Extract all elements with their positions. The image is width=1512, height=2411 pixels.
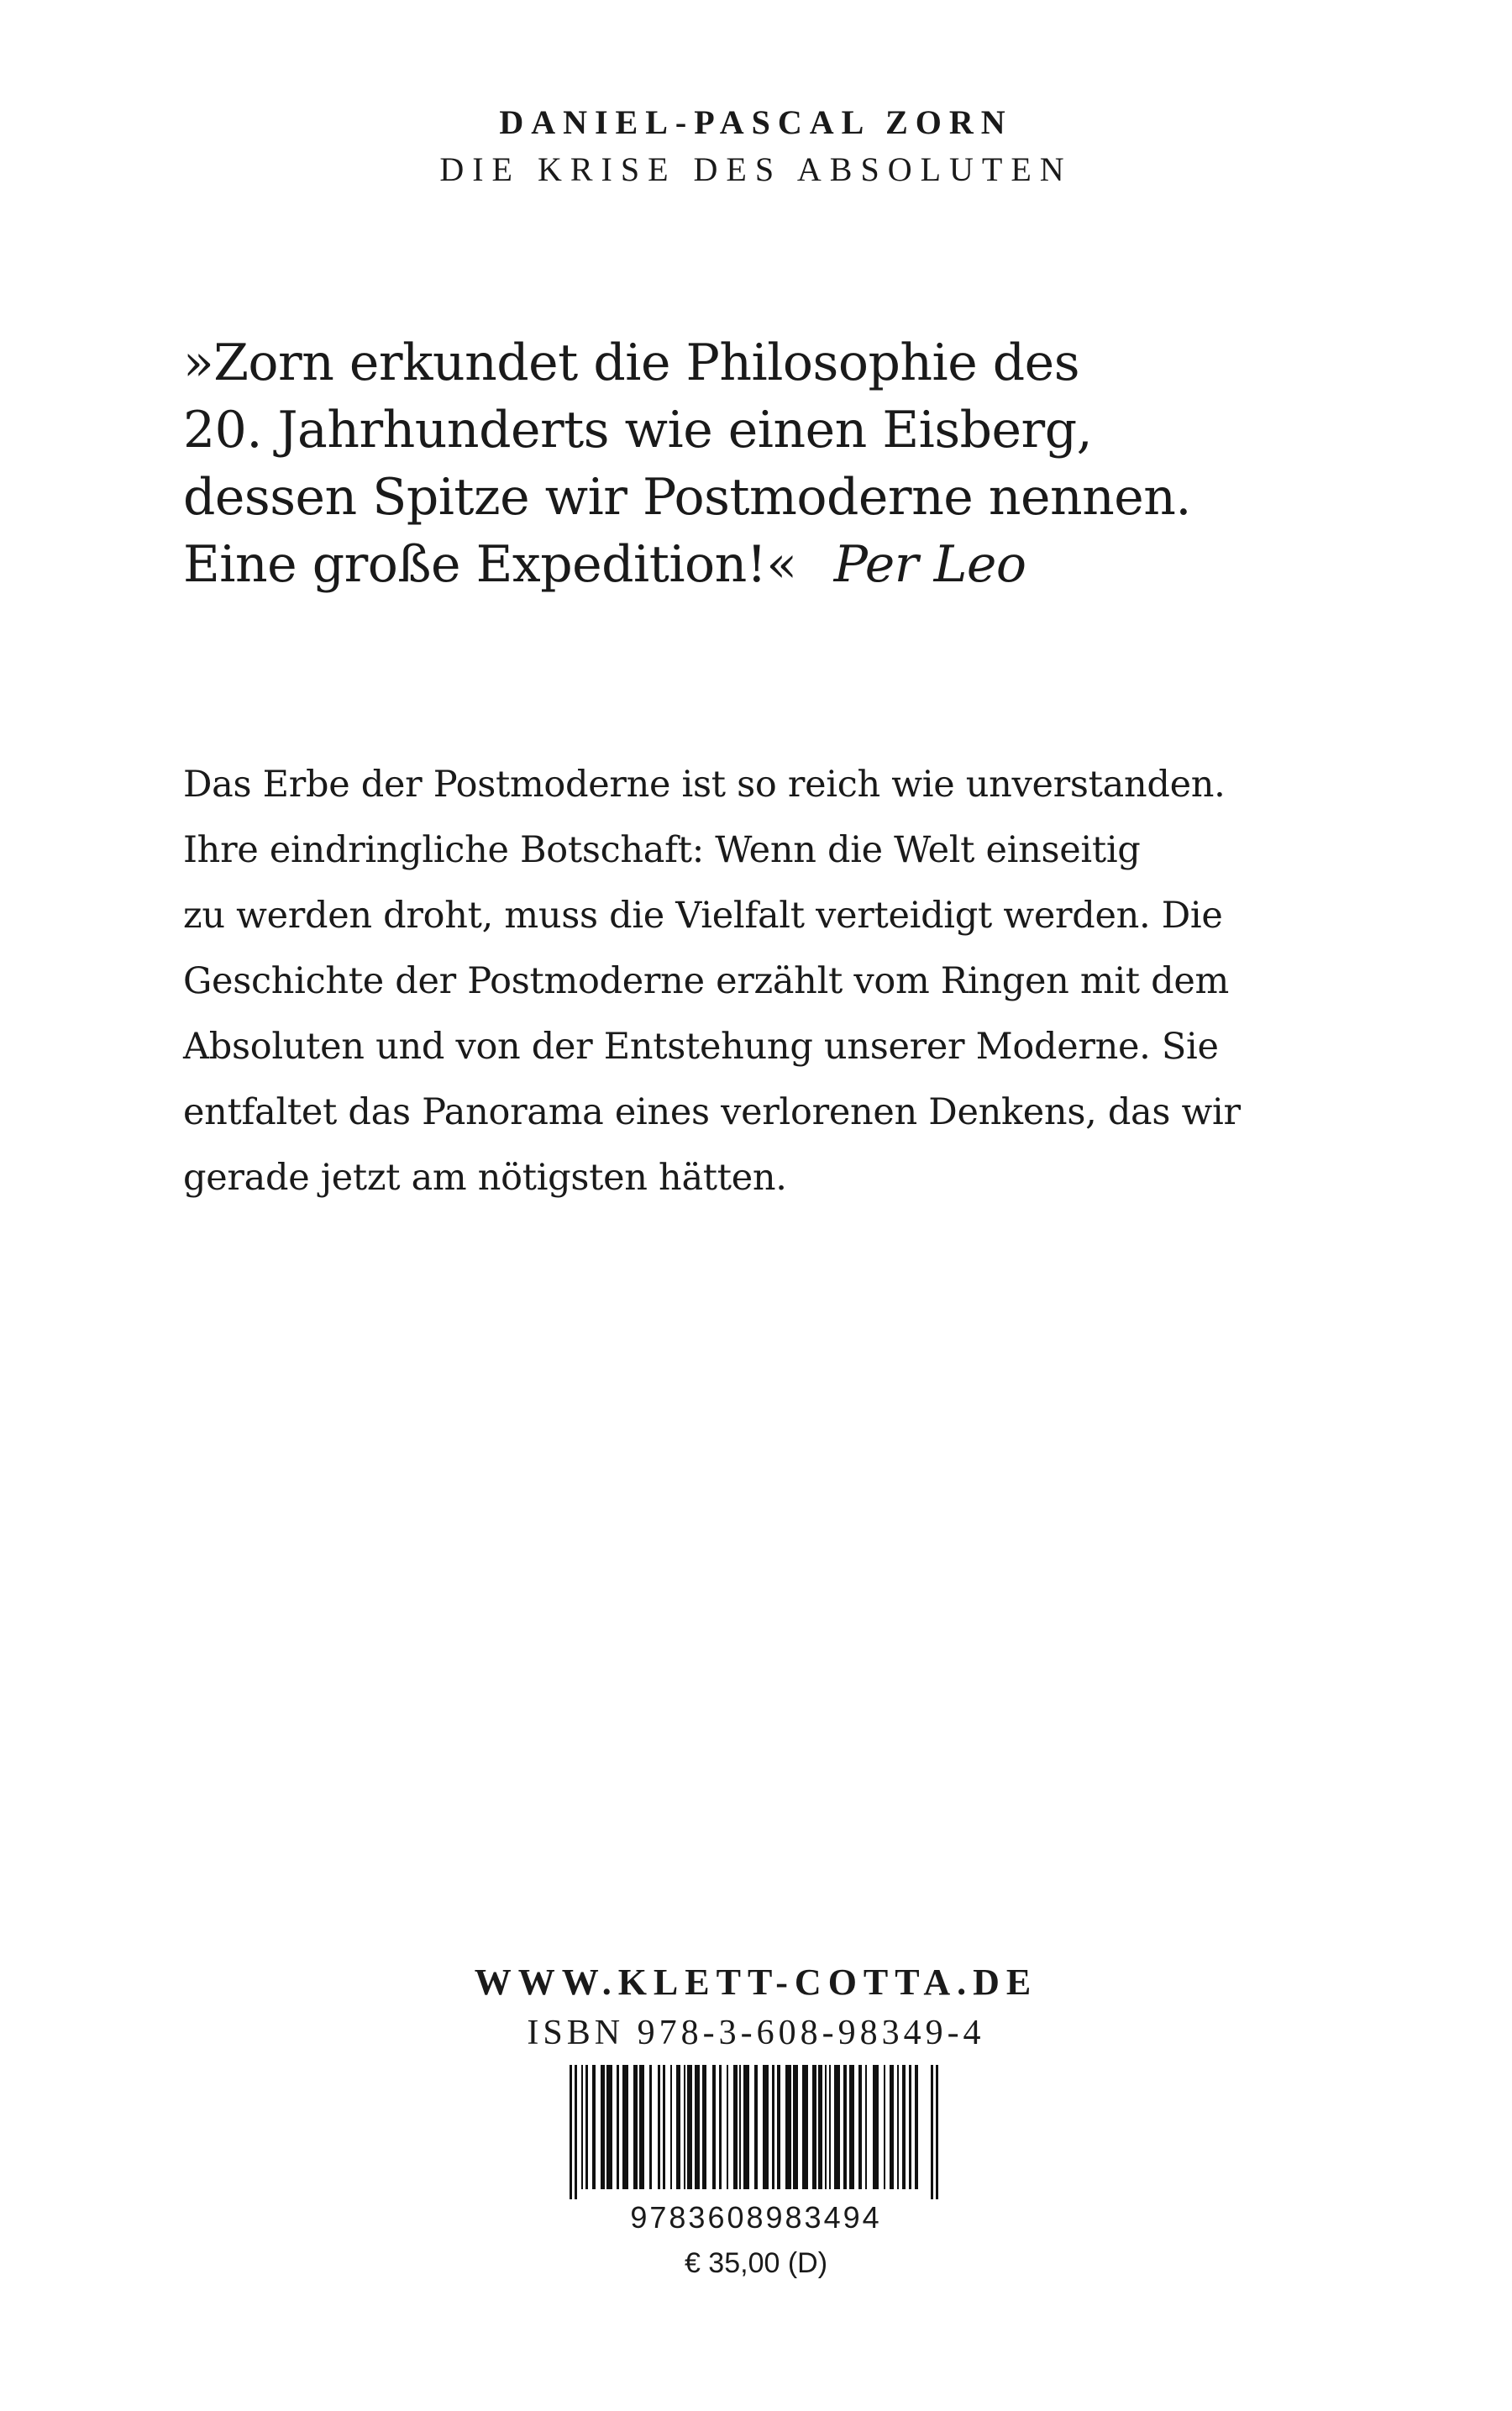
barcode-bar <box>763 2065 769 2189</box>
barcode-bar <box>592 2065 596 2189</box>
barcode-bar <box>772 2065 774 2189</box>
barcode-bar <box>695 2065 700 2189</box>
quote-last-line <box>183 531 1376 598</box>
barcode-bar <box>754 2065 758 2189</box>
barcode-bar <box>617 2065 619 2189</box>
barcode-bar <box>719 2065 722 2189</box>
barcode-bar <box>687 2065 692 2189</box>
price-label: € 35,00 (D) <box>684 2247 828 2279</box>
isbn-number: ISBN 978-3-608-98349-4 <box>527 2014 985 2052</box>
barcode-bar <box>936 2065 938 2199</box>
barcode-bar <box>843 2065 847 2189</box>
barcode-bar <box>601 2065 605 2189</box>
description-line: Absoluten und von der Entstehung unserer Moderne. Sie <box>183 1026 1219 1068</box>
author-name: DANIEL-PASCAL ZORN <box>499 103 1013 141</box>
barcode-bar <box>785 2065 791 2189</box>
barcode-bar <box>633 2065 638 2189</box>
publisher-footer <box>0 1957 1512 2058</box>
barcode-bar <box>865 2065 867 2189</box>
barcode-bar <box>897 2065 899 2189</box>
barcode-bar <box>570 2065 572 2199</box>
barcode-bar <box>902 2065 906 2189</box>
description-line: Geschichte der Postmoderne erzählt vom Ringen mit dem <box>183 960 1229 1002</box>
barcode-bar <box>873 2065 879 2189</box>
barcode-bar <box>812 2065 816 2189</box>
description-line: Ihre eindringliche Botschaft: Wenn die Welt einseitig <box>183 829 1141 871</box>
description-line: entfaltet das Panorama eines verlorenen Denkens, das wir <box>183 1091 1241 1133</box>
quote-line: »Zorn erkundet die Philosophie des <box>183 334 1079 392</box>
barcode-bar <box>834 2065 840 2189</box>
quote-line: Eine große Expedition!« <box>183 535 797 594</box>
barcode-bar <box>884 2065 885 2189</box>
barcode-bar <box>931 2065 933 2199</box>
barcode-bar <box>818 2065 822 2189</box>
barcode-bar <box>658 2065 660 2189</box>
quote-line: dessen Spitze wir Postmoderne nennen. <box>183 468 1191 527</box>
description-line: zu werden droht, muss die Vielfalt verteidigt werden. Die <box>183 895 1223 937</box>
description-line: gerade jetzt am nötigsten hätten. <box>183 1157 787 1199</box>
barcode-bar <box>670 2065 672 2189</box>
barcode-bar <box>733 2065 738 2189</box>
barcode-bar <box>639 2065 644 2189</box>
cover-header <box>0 99 1512 193</box>
barcode-bar <box>581 2065 583 2189</box>
barcode-bar <box>743 2065 749 2189</box>
barcode-bar <box>739 2065 741 2189</box>
barcode-bar <box>649 2065 652 2189</box>
barcode-bar <box>909 2065 911 2189</box>
barcode-bar <box>712 2065 716 2189</box>
quote-attribution: Per Leo <box>833 535 1026 594</box>
barcode-bar <box>702 2065 706 2189</box>
book-title: DIE KRISE DES ABSOLUTEN <box>439 150 1073 188</box>
barcode-bar <box>585 2065 588 2189</box>
review-quote <box>183 329 1376 598</box>
barcode-bar <box>575 2065 577 2199</box>
barcode-bar <box>684 2065 685 2189</box>
barcode <box>564 2065 948 2235</box>
barcode-bar <box>663 2065 665 2189</box>
book-description <box>183 752 1376 1211</box>
barcode-bar <box>849 2065 854 2189</box>
barcode-bar <box>676 2065 680 2189</box>
quote-line: 20. Jahrhunderts wie einen Eisberg, <box>183 401 1093 460</box>
barcode-bar <box>825 2065 827 2189</box>
barcode-bar <box>793 2065 798 2189</box>
barcode-bar <box>915 2065 918 2189</box>
barcode-bar <box>858 2065 862 2189</box>
barcode-bars <box>564 2065 948 2189</box>
barcode-digits: 9783608983494 <box>630 2200 882 2235</box>
barcode-bar <box>727 2065 728 2189</box>
barcode-bar <box>622 2065 628 2189</box>
barcode-bar <box>802 2065 808 2189</box>
description-line: Das Erbe der Postmoderne ist so reich wie unverstanden. <box>183 764 1226 806</box>
barcode-bar <box>890 2065 894 2189</box>
barcode-bar <box>606 2065 612 2189</box>
barcode-bar <box>829 2065 831 2189</box>
publisher-website: WWW.KLETT-COTTA.DE <box>474 1962 1038 2003</box>
barcode-bar <box>777 2065 780 2189</box>
